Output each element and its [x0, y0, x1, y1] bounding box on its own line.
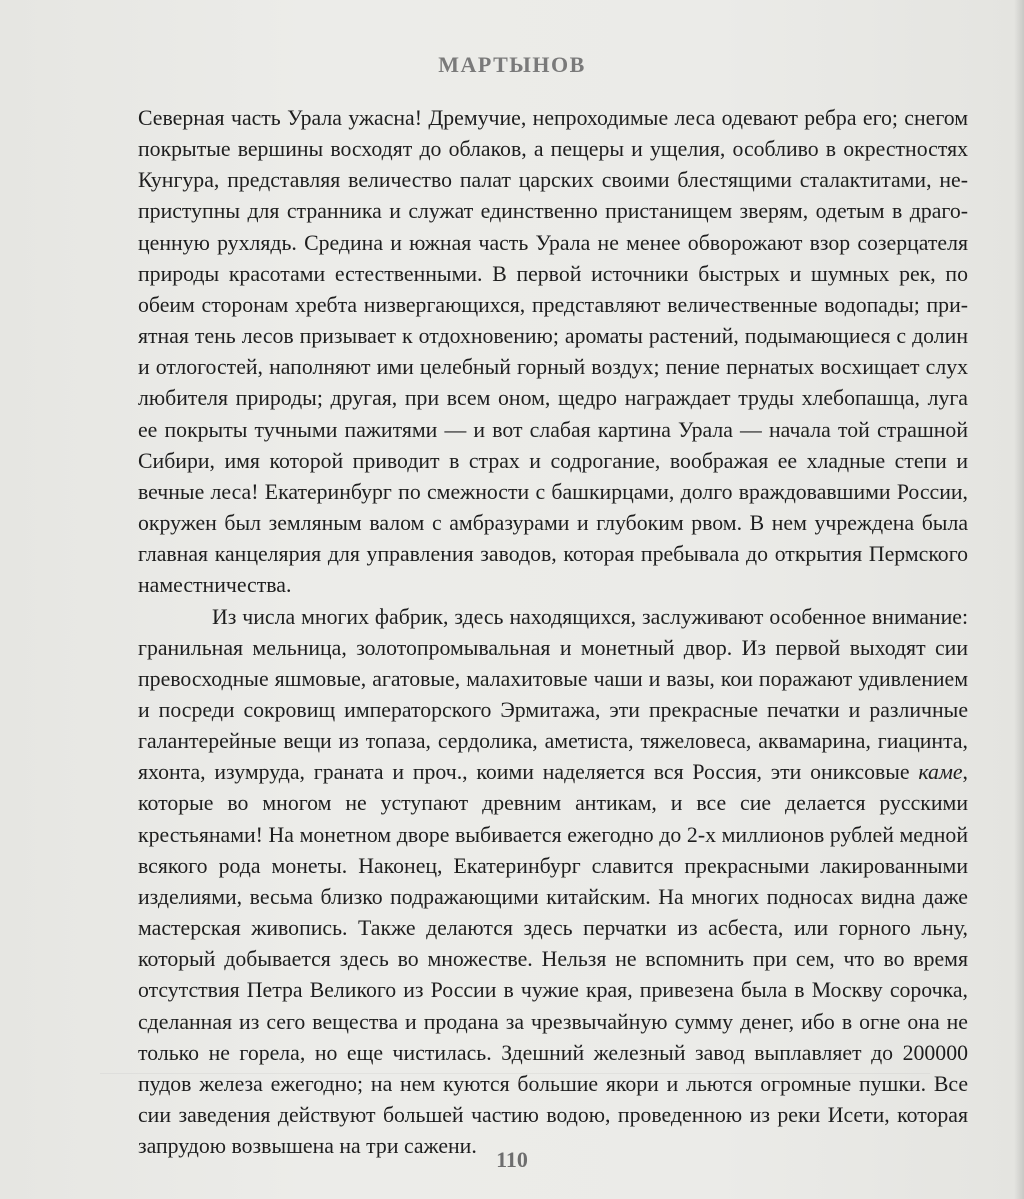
page-edge-shadow: [1014, 0, 1024, 1199]
paragraph-1: Северная часть Урала ужасна! Дремучие, непроходимые леса одевают ребра его; снегом покрытые вершины восходят до облаков, а пещеры и ущелия, особливо в окрестностях Кунгура, представляя величество палат царских своими блестящими сталактитами, неприступны для странника и служат единственно пристанищем зверям, одетым в драгоценную рухлядь. Средина и южная часть Урала не менее обворожают взор созерцателя природы красотами естественными. В первой источники быстрых и шумных рек, по обеим сторонам хребта низвергающихся, представляют величественные водопады; приятная тень лесов призывает к отдохновению; ароматы растений, подымающиеся с долин и отлогостей, наполняют ими целебный горный воздух; пение пернатых восхищает слух любителя природы; другая, при всем оном, щедро награждает труды хлебопашца, луга ее покрыты тучными пажитями — и вот слабая картина Урала — начала той страшной Сибири, имя которой приводит в страх и содрогание, воображая ее хладные степи и вечные леса! Екатеринбург по смежности с башкирцами, долго враждовавшими России, окружен был земляным валом с амбразурами и глубоким рвом. В нем учреждена была главная канцелярия для управления заводов, которая пребывала до открытия Пермского наместничества.: [138, 106, 968, 598]
running-title: МАРТЫНОВ: [438, 52, 586, 77]
show-through-area: [100, 1073, 930, 1104]
body-text: [138, 103, 968, 1162]
paragraph-2-part-2: , которые во многом не уступают древним антикам, и все сие делается русскими крестьянами! На монетном дворе выбивается ежегодно до 2-х миллионов рублей медной всякого рода монеты. Наконец, Екатеринбург славится прекрасными лакированными изделиями, весьма близко подражающими китайским. На многих подносах видна даже мастерская живопись. Также делаются здесь перчатки из асбеста, или горного льну, который добывается здесь во множестве. Нельзя не вспомнить при сем, что во время отсутствия Петра Великого из России в чужие края, привезена была в Москву сорочка, сделанная из сего вещества и продана за чрезвычайную сумму денег, ибо в огне она не только не горела, но еще чистилась. Здешний железный завод выплавляет до 200000 пудов железа ежегодно; на нем куются большие якори и льются огромные пушки. Все сии заведения действуют большей частию водою, проведенною из реки Исети, которая запрудою возвышена на три сажени.: [138, 760, 968, 1159]
page-number: 110: [496, 1147, 528, 1172]
paragraph-2-part-1: Из числа многих фабрик, здесь находящихся, заслуживают особенное внимание: гранильная мельница, золотопромывальная и монетный двор. Из первой выходят сии превосходные яшмовые, агатовые, малахитовые чаши и вазы, кои поражают удивлением и посреди сокровищ императорского Эрмитажа, эти прекрасные печатки и различные галантерейные вещи из топаза, сердолика, аметиста, тяжеловеса, аквамарина, гиацинта, яхонта, изумруда, граната и проч., коими наделяется вся Россия, эти ониксовые: [138, 604, 968, 785]
italic-word-kame: каме: [918, 760, 963, 785]
